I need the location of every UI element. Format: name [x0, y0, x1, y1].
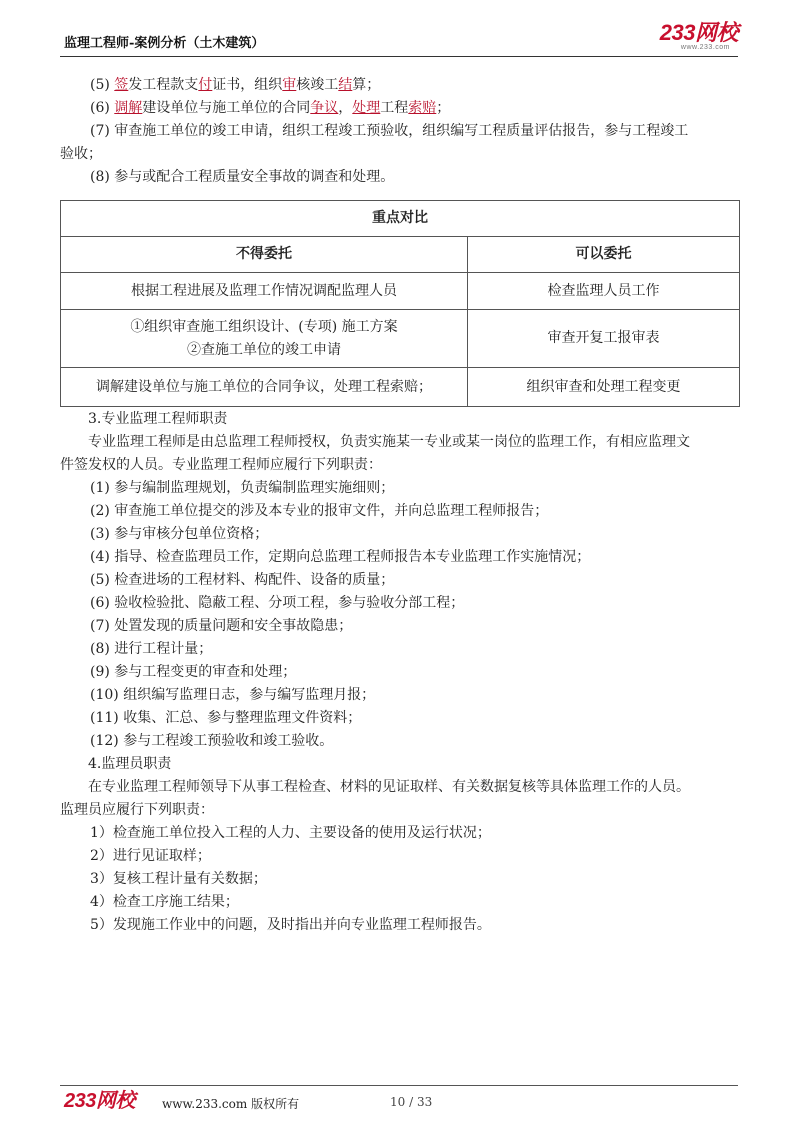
page-number: 10 / 33 — [390, 1095, 433, 1109]
list-item-text: 审查施工单位的竣工申请，组织工程竣工预验收，组织编写工程质量评估报告，参与工程竣工 — [114, 123, 689, 139]
highlighted-keyword: 审 — [282, 77, 297, 93]
list-item-number: (7) — [90, 123, 110, 139]
highlighted-keyword: 付 — [198, 77, 213, 93]
section4-list — [60, 822, 740, 937]
document-header-title: 监理工程师-案例分析（土木建筑） — [64, 36, 265, 51]
list-item-number: (6) — [90, 100, 110, 116]
text-segment: 发工程款支 — [128, 77, 199, 93]
table-cell — [61, 310, 468, 368]
duties-continued-list — [60, 74, 740, 189]
comparison-table — [60, 200, 740, 407]
table-cell — [61, 368, 468, 407]
list-item: (2) 审查施工单位提交的涉及本专业的报审文件，并向总监理工程师报告； — [90, 503, 549, 519]
list-item-number: (5) — [90, 77, 110, 93]
brand-logo-url: www.233.com — [680, 44, 730, 51]
table-cell: 审查开复工报审表 — [468, 310, 740, 368]
table-title: 重点对比 — [61, 201, 740, 237]
list-item: (12) 参与工程竣工预验收和竣工验收。 — [90, 733, 334, 749]
text-segment: 核竣工 — [296, 77, 339, 93]
list-item: 4）检查工序施工结果； — [90, 894, 239, 910]
table-cell — [61, 273, 468, 310]
section-heading: 3.专业监理工程师职责 — [88, 411, 228, 427]
paragraph-line: 件签发权的人员。专业监理工程师应履行下列职责： — [60, 457, 382, 473]
list-item: (8) 进行工程计量； — [90, 641, 213, 657]
header-divider — [60, 56, 738, 57]
section-heading: 4.监理员职责 — [88, 756, 172, 772]
highlighted-keyword: 结 — [338, 77, 353, 93]
list-item: (6) 验收检验批、隐蔽工程、分项工程，参与验收分部工程； — [90, 595, 465, 611]
list-item: (4) 指导、检查监理员工作，定期向总监理工程师报告本专业监理工作实施情况； — [90, 549, 591, 565]
cell-text: 调解建设单位与施工单位的合同争议，处理工程索赔； — [96, 378, 432, 395]
table-cell: 组织审查和处理工程变更 — [468, 368, 740, 407]
paragraph-line: 专业监理工程师是由总监理工程师授权，负责实施某一专业或某一岗位的监理工作，有相应监理文 — [88, 434, 690, 450]
column-header-delegable: 可以委托 — [468, 237, 740, 273]
list-item: (9) 参与工程变更的审查和处理； — [90, 664, 297, 680]
list-item: (3) 参与审核分包单位资格； — [90, 526, 269, 542]
list-item: (10) 组织编写监理日志，参与编写监理月报； — [90, 687, 376, 703]
footer-logo: 233网校 — [64, 1090, 135, 1112]
table-row — [61, 273, 740, 310]
list-item — [60, 74, 740, 97]
highlighted-keyword: 调解 — [114, 100, 143, 116]
highlighted-keyword: 索赔 — [408, 100, 437, 116]
text-segment: 建设单位与施工单位的合同 — [142, 100, 311, 116]
cell-text: 根据工程进展及监理工作情况调配监理人员 — [131, 282, 397, 299]
table-cell: 检查监理人员工作 — [468, 273, 740, 310]
table-row — [61, 368, 740, 407]
text-segment: 算； — [352, 77, 381, 93]
text-segment: 工程 — [380, 100, 409, 116]
responsibilities-sections — [60, 408, 740, 937]
text-segment: ； — [436, 100, 451, 116]
paragraph-line: 在专业监理工程师领导下从事工程检查、材料的见证取样、有关数据复核等具体监理工作的人员。 — [88, 779, 690, 795]
list-item: (11) 收集、汇总、参与整理监理文件资料； — [90, 710, 362, 726]
rich-text — [114, 100, 450, 116]
footer-divider — [60, 1085, 738, 1086]
footer-copyright: www.233.com 版权所有 — [162, 1097, 300, 1111]
list-item: 2）进行见证取样； — [90, 848, 211, 864]
paragraph-line: 监理员应履行下列职责： — [60, 802, 214, 818]
highlighted-keyword: 争议 — [310, 100, 339, 116]
highlighted-keyword: 处理 — [352, 100, 381, 116]
list-item: 1）检查施工单位投入工程的人力、主要设备的使用及运行状况； — [90, 825, 491, 841]
list-item: (1) 参与编制监理规划，负责编制监理实施细则； — [90, 480, 395, 496]
list-item-text: 参与或配合工程质量安全事故的调查和处理。 — [114, 169, 395, 185]
list-item-number: (8) — [90, 169, 110, 185]
table-row — [61, 310, 740, 368]
cell-text: ②查施工单位的竣工申请 — [187, 341, 341, 358]
text-segment: ， — [338, 100, 353, 116]
highlighted-keyword: 签 — [114, 77, 129, 93]
text-segment: 证书，组织 — [212, 77, 283, 93]
list-item — [60, 97, 740, 120]
list-item: (5) 检查进场的工程材料、构配件、设备的质量； — [90, 572, 395, 588]
rich-text — [114, 77, 380, 93]
list-item: 3）复核工程计量有关数据； — [90, 871, 267, 887]
brand-logo: 233网校 — [659, 20, 738, 45]
list-item: (7) 处置发现的质量问题和安全事故隐患； — [90, 618, 353, 634]
section3-list — [60, 477, 740, 753]
list-item — [60, 166, 740, 189]
column-header-not-delegable: 不得委托 — [61, 237, 468, 273]
list-item — [60, 120, 740, 143]
cell-text: ①组织审查施工组织设计、(专项) 施工方案 — [130, 318, 398, 335]
list-item-continuation: 验收； — [60, 146, 102, 162]
list-item: 5）发现施工作业中的问题，及时指出并向专业监理工程师报告。 — [90, 917, 491, 933]
